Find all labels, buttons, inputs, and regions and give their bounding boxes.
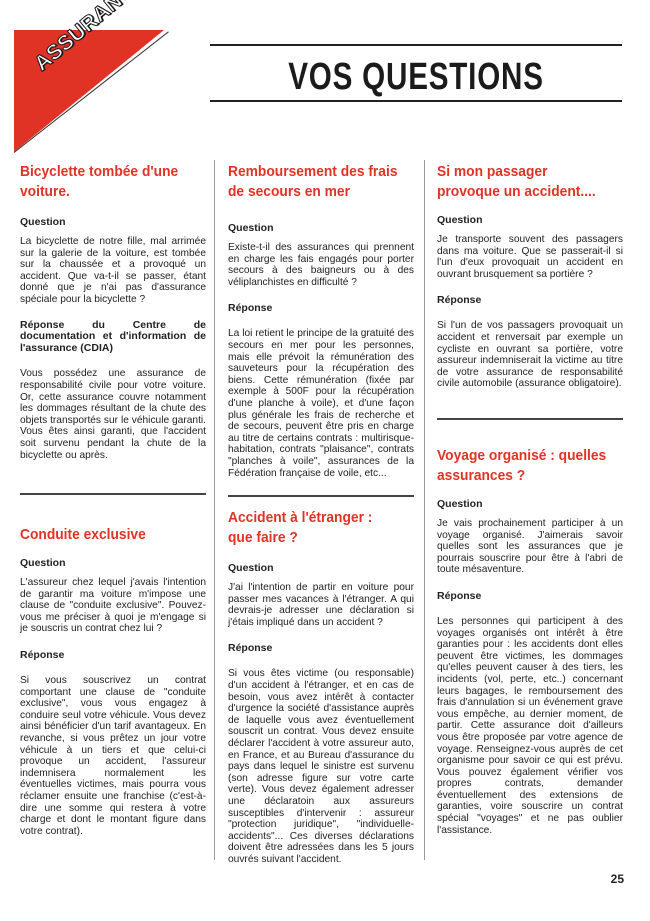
answer-text: Si vous êtes victime (ou responsable) d'un accident à l'étranger, et en cas de besoin, vous avez intérêt à contacter d'urgence la société d'assistance auprès de laquelle vous avez éventuellement souscrit un contrat. Vous devez ensuite déclarer l'accident à votre assureur auto, en France, et au Bureau d'assurance du pays dans lequel le sinistre est survenu (son adresse figure sur votre carte verte). Vous devez également adresser une déclaratoin aux assureurs susceptibles d'intervenir : assureur "protection juridique", "individuelle-accidents"... Ces diverses déclarations doivent être adressées dans les 5 jours ouvrés suivant l'accident. [228, 668, 414, 865]
question-text: J'ai l'intention de partir en voiture pour passer mes vacances à l'étranger. A qui devrais-je adresser une déclaration si j'étais impliqué dans un accident ? [228, 582, 414, 628]
question-label: Question [228, 222, 274, 234]
article-title: Remboursement des frais de secours en mer [228, 163, 398, 200]
article-separator [228, 495, 414, 497]
page-title: VOS QUESTIONS [288, 56, 544, 98]
answer-label: Réponse du Centre de documentation et d'information de l'assurance (CDIA) [20, 318, 206, 354]
article-passenger [437, 162, 623, 390]
article-accident-abroad [228, 508, 414, 865]
column-divider [424, 160, 425, 860]
title-bottom-rule [210, 100, 622, 102]
column-divider [214, 160, 215, 860]
answer-text: Les personnes qui participent à des voyages organisés ont intérêt à être garanties pour : les accidents dont elles peuvent être victimes, les dommages qu'elles peuvent causer à des tiers, les incidents (vol, perte, etc..) concernant leurs bagages, le remboursement des frais d'annulation si un événement grave vous empêche, au dernier moment, de partir. Cette assurance doit d'ailleurs vous être proposée par votre agence de voyage. Renseignez-vous auprès de cet organisme pour savoir ce qui est prévu. Vous pouvez également vérifier vos propres contrats, demander éventuellement des extensions de garanties, voire souscrire un contrat spécial "voyages" et ne pas oublier l'assistance. [437, 615, 623, 836]
page-number: 25 [610, 872, 624, 886]
answer-label: Réponse [228, 642, 273, 655]
article-separator [437, 418, 623, 420]
answer-text: Si l'un de vos passagers provoquait un accident et renversait par exemple un cycliste en ouvrant sa portière, votre assureur indemniserait la victime au titre de votre assurance de responsabilité civile automobile (assurance obligatoire). [437, 320, 623, 390]
article-title: Voyage organisé : quelles assurances ? [437, 447, 607, 484]
answer-label: Réponse [437, 294, 482, 307]
question-text: La bicyclette de notre fille, mal arrimée sur la galerie de la voiture, est tombée sur la chaussée et a provoqué un accident. Que va-t-il se passer, étant donné que je n'ai pas d'assurance spéciale pour la bicyclette ? [20, 236, 206, 305]
article-title: Si mon passager provoque un accident.... [437, 163, 596, 200]
question-label: Question [437, 498, 483, 510]
question-label: Question [20, 216, 66, 228]
answer-label: Réponse [20, 648, 65, 661]
question-text: L'assureur chez lequel j'avais l'intention de garantir ma voiture m'impose une clause de "conduite exclusive". Pouvez-vous me préciser à quoi je m'engage si je souscris un contrat chez lui ? [20, 577, 206, 635]
question-text: Je transporte souvent des passagers dans ma voiture. Que se passerait-il si l'un d'eux provoquait un accident en ouvrant brusquement sa portière ? [437, 234, 623, 280]
question-label: Question [437, 214, 483, 226]
answer-text: Vous possédez une assurance de responsabilité civile pour votre voiture. Or, cette assurance couvre notamment les dommages résultant de la chute des objets transportés sur le véhicule garanti. Vous êtes ainsi garanti, que l'accident soit survenu pendant la chute de la bicyclette ou après. [20, 368, 206, 461]
question-text: Existe-t-il des assurances qui prennent en charge les fais engagés pour porter secours à des baigneurs ou à des véliplanchistes en difficulté ? [228, 242, 414, 288]
article-title: Conduite exclusive [20, 526, 146, 543]
article-sea-rescue [228, 162, 414, 479]
question-text: Je vais prochainement participer à un voyage organisé. J'aimerais savoir quelles sont les assurances que je pourrais souscrire pour être à l'abri de toute mésaventure. [437, 518, 623, 576]
article-title: Accident à l'étranger : que faire ? [228, 509, 373, 546]
question-label: Question [228, 562, 274, 574]
article-exclusive-driving [20, 525, 206, 837]
answer-text: Si vous souscrivez un contrat comportant une clause de "conduite exclusive", vous vous engagez à conduire seul votre véhicule. Vous devez ainsi bénéficier d'un tarif avantageux. En revanche, si vous prêtez un jour votre véhicule à un tiers et que celui-ci provoque un accident, l'assureur indemnisera normalement les éventuelles victimes, mais pourra vous réclamer ensuite une franchise (c'est-à-dire une somme qui restera à votre charge et dont le montant figure dans votre contrat). [20, 674, 206, 837]
article-bicycle [20, 162, 206, 461]
answer-label: Réponse [228, 302, 273, 315]
title-top-rule [210, 44, 622, 46]
answer-text: La loi retient le principe de la gratuité des secours en mer pour les personnes, mais elle prévoit la rémunération des sauveteurs pour la récupération des biens. Cette rémunération (fixée par exemple à 500F pour la récupération d'une planche à voile), et d'une façon plus générale les frais de recherche et de secours, peuvent être pris en charge au titre de certains contrats : multirisque-habitation, contrats "plaisance", contrats "planches à voile", assurances de la Fédération française de voile, etc... [228, 328, 414, 479]
article-organized-trip [437, 446, 623, 836]
question-label: Question [20, 557, 66, 569]
article-title: Bicyclette tombée d'une voiture. [20, 163, 179, 200]
answer-label: Réponse [437, 589, 482, 602]
article-separator [20, 493, 206, 495]
